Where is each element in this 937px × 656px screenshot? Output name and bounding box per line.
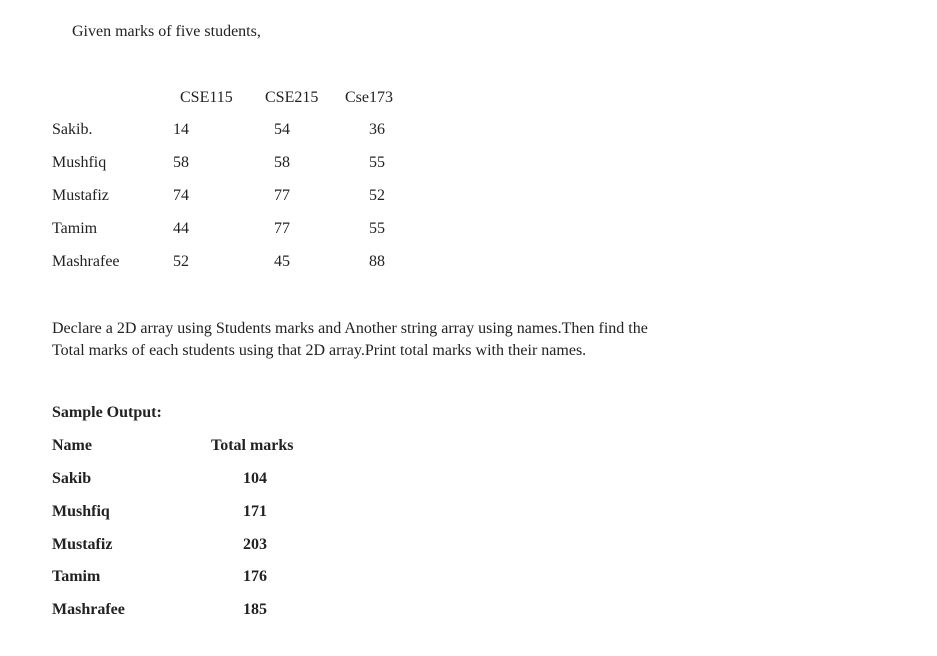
sample-col-total: Total marks xyxy=(211,437,294,454)
sample-row-name: Sakib xyxy=(52,470,92,487)
mark-cell: 77 xyxy=(274,220,290,237)
mark-cell: 55 xyxy=(369,220,385,237)
mark-cell: 52 xyxy=(369,187,385,204)
sample-row-name: Mashrafee xyxy=(52,601,125,618)
sample-row-total: 203 xyxy=(243,536,267,553)
sample-col-name: Name xyxy=(52,437,92,454)
student-name: Mushfiq xyxy=(52,154,107,171)
mark-cell: 36 xyxy=(369,121,385,138)
sample-row-total: 185 xyxy=(243,601,267,618)
intro-text: Given marks of five students, xyxy=(72,23,261,40)
instructions-line-2: Total marks of each students using that 2D array.Print total marks with their names. xyxy=(52,342,587,359)
mark-cell: 58 xyxy=(274,154,290,171)
mark-cell: 77 xyxy=(274,187,290,204)
mark-cell: 44 xyxy=(173,220,189,237)
header-cse115: CSE115 xyxy=(180,89,233,106)
mark-cell: 45 xyxy=(274,253,290,270)
mark-cell: 74 xyxy=(173,187,189,204)
student-name: Sakib. xyxy=(52,121,93,138)
sample-row-name: Tamim xyxy=(52,568,101,585)
student-name: Tamim xyxy=(52,220,98,237)
mark-cell: 55 xyxy=(369,154,385,171)
instructions-line-1: Declare a 2D array using Students marks and Another string array using names.Then find the xyxy=(52,320,648,337)
mark-cell: 14 xyxy=(173,121,189,138)
instructions-paragraph xyxy=(52,318,752,362)
sample-row-total: 104 xyxy=(243,470,267,487)
mark-cell: 52 xyxy=(173,253,189,270)
sample-output-title: Sample Output: xyxy=(52,404,162,421)
mark-cell: 54 xyxy=(274,121,290,138)
header-cse173: Cse173 xyxy=(345,89,393,106)
sample-row-name: Mushfiq xyxy=(52,503,110,520)
mark-cell: 88 xyxy=(369,253,385,270)
header-cse215: CSE215 xyxy=(265,89,319,106)
student-name: Mustafiz xyxy=(52,187,109,204)
mark-cell: 58 xyxy=(173,154,189,171)
sample-row-total: 176 xyxy=(243,568,267,585)
sample-row-name: Mustafiz xyxy=(52,536,113,553)
student-name: Mashrafee xyxy=(52,253,120,270)
sample-row-total: 171 xyxy=(243,503,267,520)
